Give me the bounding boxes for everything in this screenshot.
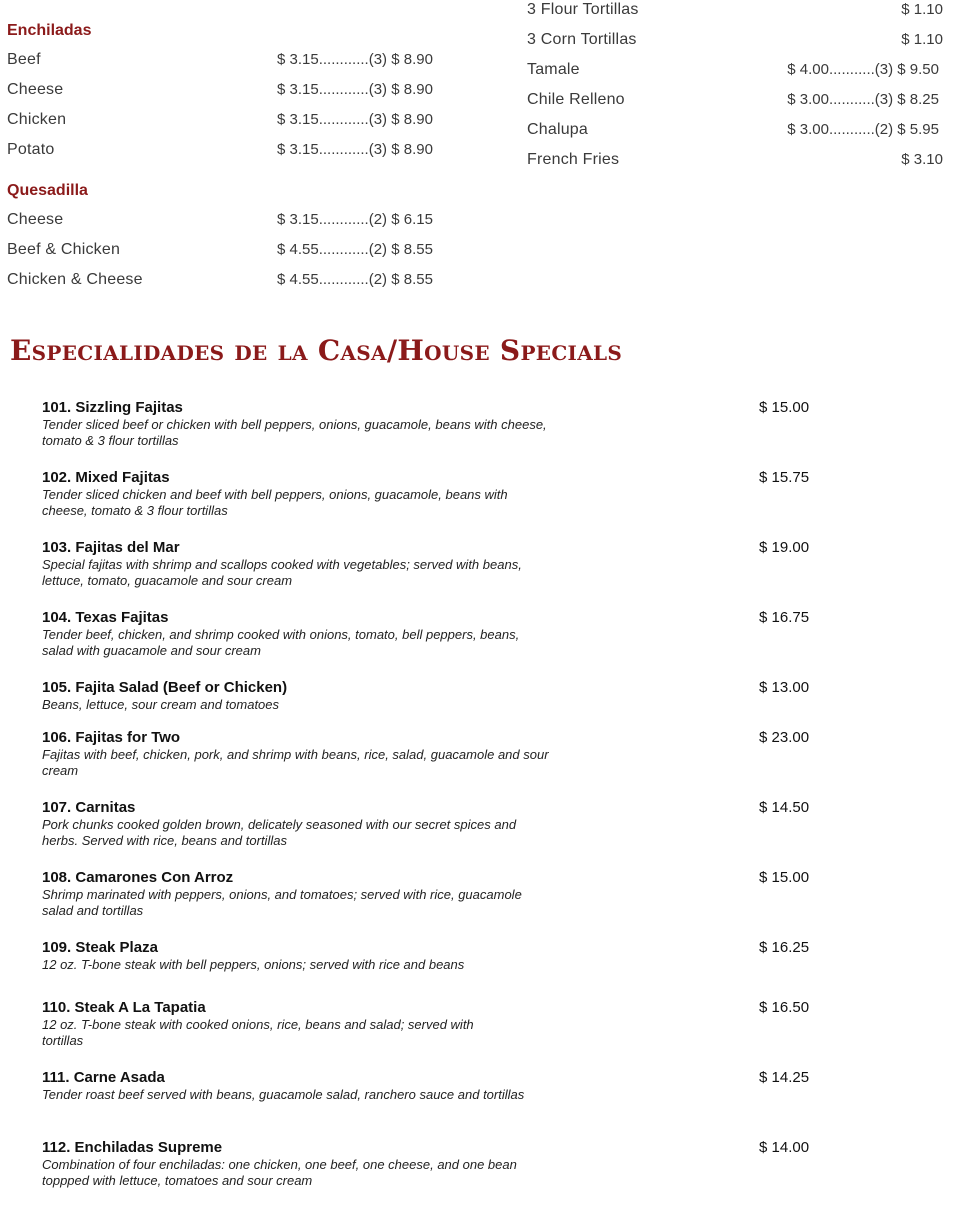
house-specials-heading: Especialidades de la Casa/House Specials: [10, 334, 623, 367]
special-description: Shrimp marinated with peppers, onions, and tomatoes; served with rice, guacamole salad and tortillas: [42, 887, 522, 918]
menu-item-name: Chicken: [7, 111, 67, 128]
menu-item-price: $ 1.10: [901, 1, 943, 18]
menu-item-name: Potato: [7, 141, 55, 158]
menu-item-name: Tamale: [527, 61, 580, 78]
menu-item-price: $ 3.00...........(3) $ 8.25: [787, 91, 939, 108]
special-description: Special fajitas with shrimp and scallops cooked with vegetables; served with beans, lettuce, tomato, guacamole and sour cream: [42, 557, 522, 588]
menu-item-row: [7, 139, 433, 161]
special-price: $ 14.50: [759, 799, 810, 816]
menu-item-name: French Fries: [527, 151, 620, 168]
special-price: $ 13.00: [759, 679, 810, 696]
menu-item-price: $ 4.55............(2) $ 8.55: [277, 241, 433, 258]
special-price: $ 15.75: [759, 469, 810, 486]
menu-item-name: Chicken & Cheese: [7, 271, 143, 288]
menu-item-price: $ 3.00...........(2) $ 5.95: [787, 121, 939, 138]
menu-item-price: $ 3.15............(2) $ 6.15: [277, 211, 433, 228]
menu-item-price: $ 3.15............(3) $ 8.90: [277, 111, 433, 128]
menu-item-row: [7, 79, 433, 101]
menu-item-price: $ 3.15............(3) $ 8.90: [277, 81, 433, 98]
menu-item-row: [527, 0, 947, 21]
menu-item-row: [7, 209, 433, 231]
special-description: Tender beef, chicken, and shrimp cooked with onions, tomato, bell peppers, beans, salad with guacamole and sour cream: [42, 627, 520, 658]
enchiladas-title: Enchiladas: [7, 22, 92, 39]
special-name: 108. Camarones Con Arroz: [42, 869, 234, 886]
special-description: Fajitas with beef, chicken, pork, and shrimp with beans, rice, salad, guacamole and sour cream: [42, 747, 549, 778]
special-price: $ 16.25: [759, 939, 810, 956]
special-name: 109. Steak Plaza: [42, 939, 158, 956]
special-name: 105. Fajita Salad (Beef or Chicken): [42, 679, 288, 696]
menu-item-name: Chile Relleno: [527, 91, 625, 108]
menu-item-price: $ 4.55............(2) $ 8.55: [277, 271, 433, 288]
special-name: 112. Enchiladas Supreme: [42, 1139, 223, 1156]
quesadilla-title: Quesadilla: [7, 182, 88, 199]
special-description: Beans, lettuce, sour cream and tomatoes: [42, 697, 280, 712]
special-description: Tender sliced chicken and beef with bell peppers, onions, guacamole, beans with cheese, tomato & 3 flour tortillas: [42, 487, 508, 518]
special-name: 103. Fajitas del Mar: [42, 539, 180, 556]
menu-item-row: [527, 89, 947, 111]
menu-item-price: $ 3.15............(3) $ 8.90: [277, 141, 433, 158]
menu-item-row: [527, 59, 947, 81]
special-name: 110. Steak A La Tapatia: [42, 999, 206, 1016]
menu-item-price: $ 1.10: [901, 31, 943, 48]
menu-item-name: Chalupa: [527, 121, 589, 138]
special-description: Combination of four enchiladas: one chicken, one beef, one cheese, and one bean toppped with lettuce, tomatoes and sour cream: [42, 1157, 517, 1188]
menu-item-price: $ 3.15............(3) $ 8.90: [277, 51, 433, 68]
menu-item-price: $ 3.10: [901, 151, 943, 168]
special-price: $ 15.00: [759, 869, 810, 886]
special-description: Tender roast beef served with beans, guacamole salad, ranchero sauce and tortillas: [42, 1087, 525, 1102]
menu-item-name: Beef & Chicken: [7, 241, 121, 258]
menu-item-price: $ 4.00...........(3) $ 9.50: [787, 61, 939, 78]
special-name: 101. Sizzling Fajitas: [42, 399, 183, 416]
menu-item-row: [527, 29, 947, 51]
menu-item-row: [7, 49, 433, 71]
special-price: $ 14.00: [759, 1139, 810, 1156]
special-price: $ 14.25: [759, 1069, 810, 1086]
special-description: Pork chunks cooked golden brown, delicately seasoned with our secret spices and herbs. Served with rice, beans and tortillas: [42, 817, 517, 848]
special-price: $ 15.00: [759, 399, 810, 416]
special-description: Tender sliced beef or chicken with bell peppers, onions, guacamole, beans with cheese, tomato & 3 flour tortillas: [42, 417, 547, 448]
menu-item-name: 3 Corn Tortillas: [527, 31, 637, 48]
special-price: $ 23.00: [759, 729, 810, 746]
menu-item-row: [527, 149, 947, 171]
special-price: $ 16.75: [759, 609, 810, 626]
menu-item-name: Cheese: [7, 211, 64, 228]
menu-item-row: [7, 239, 433, 261]
special-price: $ 19.00: [759, 539, 810, 556]
menu-item-row: [7, 109, 433, 131]
special-description: 12 oz. T-bone steak with cooked onions, rice, beans and salad; served with tortillas: [42, 1017, 474, 1048]
menu-item-name: Beef: [7, 51, 41, 68]
special-price: $ 16.50: [759, 999, 810, 1016]
special-name: 111. Carne Asada: [42, 1069, 165, 1086]
special-name: 106. Fajitas for Two: [42, 729, 181, 746]
special-name: 107. Carnitas: [42, 799, 136, 816]
special-name: 102. Mixed Fajitas: [42, 469, 170, 486]
special-description: 12 oz. T-bone steak with bell peppers, onions; served with rice and beans: [42, 957, 465, 972]
special-name: 104. Texas Fajitas: [42, 609, 169, 626]
menu-item-name: 3 Flour Tortillas: [527, 1, 639, 18]
menu-item-row: [7, 269, 433, 291]
menu-item-name: Cheese: [7, 81, 64, 98]
menu-item-row: [527, 119, 947, 141]
